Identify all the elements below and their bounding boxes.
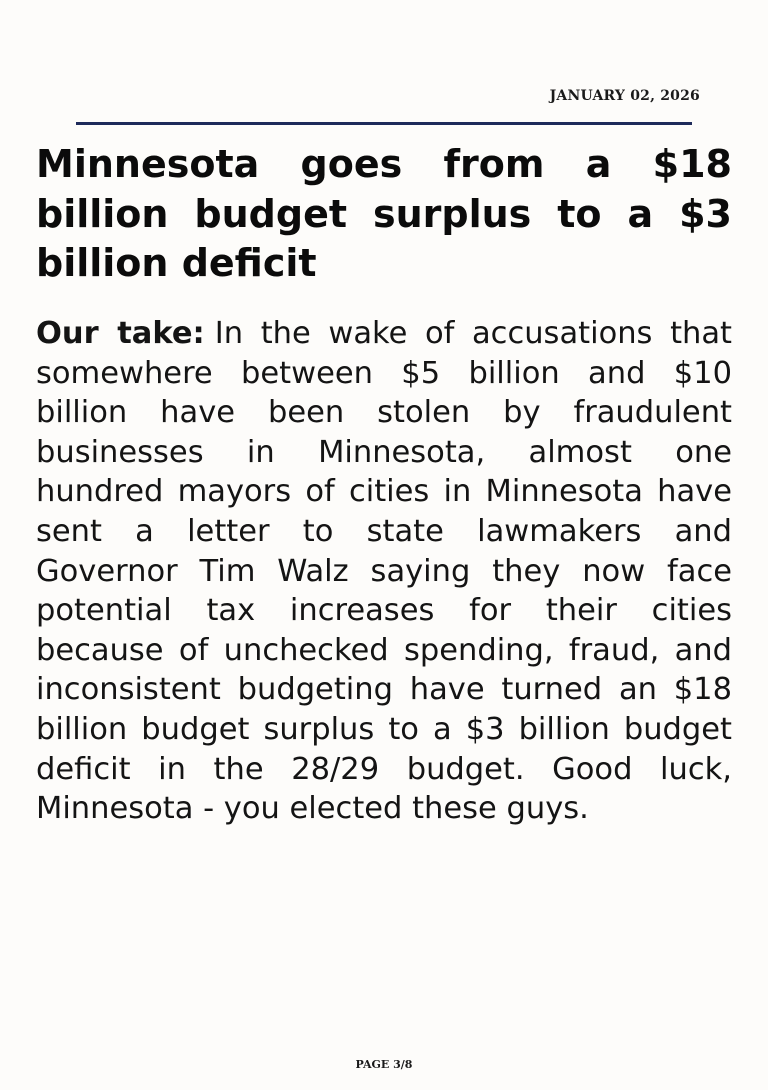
article-body (36, 314, 732, 829)
article-body-text: In the wake of accusations that somewhere between $5 billion and $10 billion have been stolen by fraudulent businesses in Minnesota, almost one hundred mayors of cities in Minnesota have sent a letter to state lawmakers and Governor Tim Walz saying they now face potential tax increases for their cities because of unchecked spending, fraud, and inconsistent budgeting have turned an $18 billion budget surplus to a $3 billion budget deficit in the 28/29 budget. Good luck, Minnesota - you elected these guys. (36, 316, 733, 827)
page-number: PAGE 3/8 (355, 1058, 413, 1071)
header-divider (76, 122, 692, 125)
article-date: JANUARY 02, 2026 (549, 88, 700, 104)
our-take-label: Our take: (36, 316, 205, 351)
article-headline: Minnesota goes from a $18 billion budget surplus to a $3 billion deficit (36, 142, 732, 285)
